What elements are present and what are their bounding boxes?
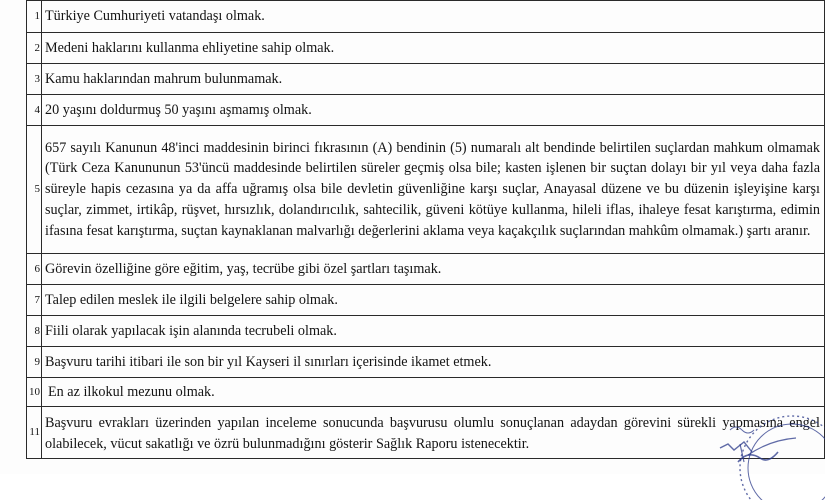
requirements-table	[26, 0, 825, 459]
requirement-text: Türkiye Cumhuriyeti vatandaşı olmak.	[42, 1, 825, 33]
requirement-text: Görevin özelliğine göre eğitim, yaş, tecrübe gibi özel şartları taşımak.	[42, 254, 825, 285]
table-row	[27, 407, 825, 459]
requirement-text: En az ilkokul mezunu olmak.	[42, 378, 825, 407]
row-number: 5	[27, 126, 42, 254]
table-row	[27, 64, 825, 95]
row-number: 11	[27, 407, 42, 459]
row-number: 4	[27, 95, 42, 126]
table-row	[27, 95, 825, 126]
row-number: 1	[27, 1, 42, 33]
table-row	[27, 254, 825, 285]
requirement-text: 20 yaşını doldurmuş 50 yaşını aşmamış olmak.	[42, 95, 825, 126]
table-row	[27, 1, 825, 33]
table-row	[27, 316, 825, 347]
row-number: 8	[27, 316, 42, 347]
row-number: 6	[27, 254, 42, 285]
requirement-text: 657 sayılı Kanunun 48'inci maddesinin birinci fıkrasının (A) bendinin (5) numaralı alt bendinde belirtilen suçlardan mahkum olmamak (Türk Ceza Kanununun 53'üncü maddesinde belirtilen süreler geçmiş olsa bile; kasten işlenen bir suçtan dolayı bir yıl veya daha fazla süreyle hapis cezasına ya da affa uğramış olsa bile devletin güvenliğine karşı suçlar, Anayasal düzene ve bu düzenin işleyişine karşı suçlar, zimmet, irtikâp, rüşvet, hırsızlık, dolandırıcılık, sahtecilik, güveni kötüye kullanma, hileli iflas, ihaleye fesat karıştırma, edimin ifasına fesat karıştırma, suçtan kaynaklanan malvarlığı değerlerini aklama veya kaçakçılık suçlarından mahkûm olmamak.) şartı aranır.	[42, 126, 825, 254]
table-row	[27, 378, 825, 407]
row-number: 9	[27, 347, 42, 378]
requirement-text: Medeni haklarını kullanma ehliyetine sahip olmak.	[42, 33, 825, 64]
table-row	[27, 285, 825, 316]
row-number: 10	[27, 378, 42, 407]
requirement-text: Başvuru tarihi itibari ile son bir yıl Kayseri il sınırları içerisinde ikamet etmek.	[42, 347, 825, 378]
table-row	[27, 347, 825, 378]
requirement-text: Talep edilen meslek ile ilgili belgelere sahip olmak.	[42, 285, 825, 316]
row-number: 7	[27, 285, 42, 316]
table-row	[27, 33, 825, 64]
requirement-text: Başvuru evrakları üzerinden yapılan inceleme sonucunda başvurusu olumlu sonuçlanan adaydan görevini sürekli yapmasına engel olabilecek, vücut sakatlığı ve özrü bulunmadığını gösterir Sağlık Raporu istenecektir.	[42, 407, 825, 459]
row-number: 3	[27, 64, 42, 95]
requirement-text: Fiili olarak yapılacak işin alanında tecrubeli olmak.	[42, 316, 825, 347]
row-number: 2	[27, 33, 42, 64]
table-row	[27, 126, 825, 254]
requirement-text: Kamu haklarından mahrum bulunmamak.	[42, 64, 825, 95]
